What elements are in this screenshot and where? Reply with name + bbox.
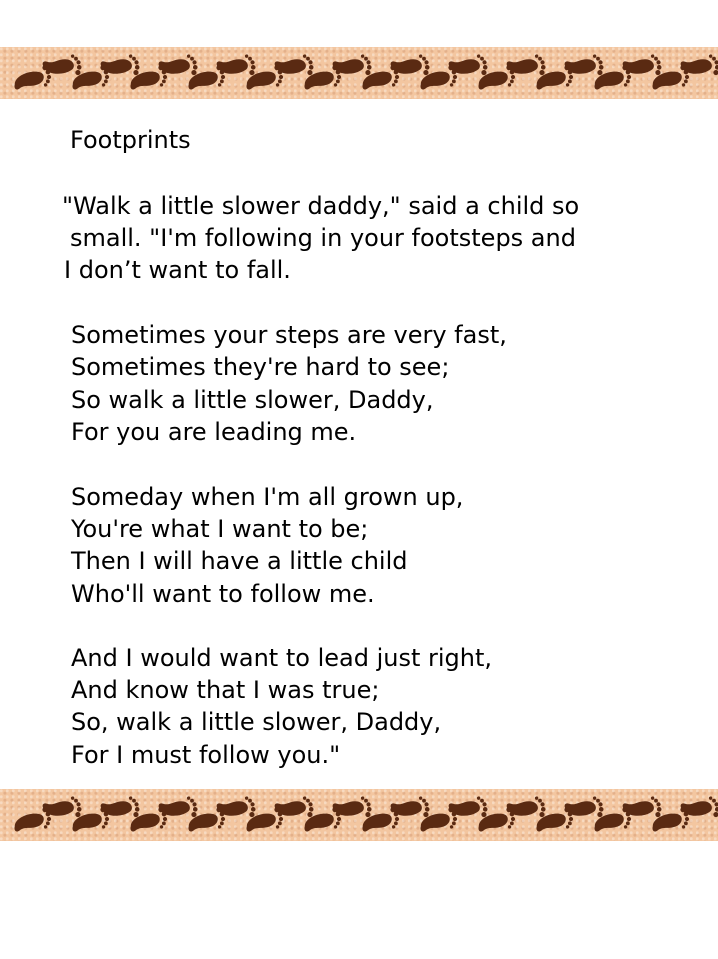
- poem-title: Footprints: [70, 126, 191, 154]
- stanza-line: Who'll want to follow me.: [71, 580, 375, 608]
- stanza-line: Then I will have a little child: [71, 547, 408, 575]
- stanza-line: You're what I want to be;: [71, 515, 369, 543]
- intro-line: small. "I'm following in your footsteps and: [70, 224, 576, 252]
- footprint-pattern-bottom: [0, 789, 718, 841]
- stanza-line: And I would want to lead just right,: [71, 644, 493, 672]
- intro-line: I don’t want to fall.: [64, 256, 291, 284]
- intro-line: "Walk a little slower daddy," said a child so: [62, 192, 580, 220]
- stanza-line: Sometimes your steps are very fast,: [71, 321, 507, 349]
- stanza-line: For I must follow you.": [71, 741, 341, 769]
- footprint-border-bottom: [0, 789, 718, 841]
- stanza-line: Someday when I'm all grown up,: [71, 483, 464, 511]
- footprint-pattern-top: [0, 47, 718, 99]
- footprint-border-top: [0, 47, 718, 99]
- stanza-line: For you are leading me.: [71, 418, 357, 446]
- stanza-line: So, walk a little slower, Daddy,: [71, 708, 442, 736]
- stanza-line: Sometimes they're hard to see;: [71, 353, 450, 381]
- stanza-line: So walk a little slower, Daddy,: [71, 386, 434, 414]
- stanza-line: And know that I was true;: [71, 676, 380, 704]
